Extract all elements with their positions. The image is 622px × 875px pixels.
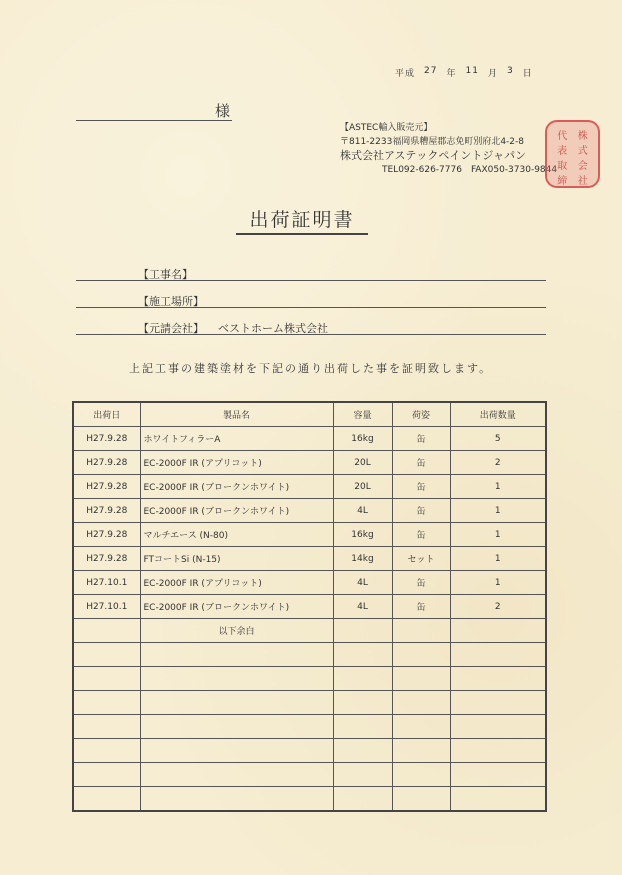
cell-quantity: 1 [450, 571, 546, 595]
blank-cell [140, 715, 333, 739]
cell-capacity: 16kg [333, 523, 392, 547]
sender-phone: TEL092-626-7776 FAX050-3730-9844 [382, 165, 558, 175]
table-row [73, 595, 546, 619]
date-day: 3 [506, 66, 514, 76]
blank-cell [450, 739, 546, 763]
recipient-suffix: 様 [214, 102, 230, 120]
blank-cell [333, 643, 392, 667]
date-era: 平成 [395, 69, 416, 79]
header-quantity: 出荷数量 [450, 402, 546, 427]
blank-cell [140, 643, 333, 667]
cell-product-name: EC-2000F IR (アプリコット) [140, 451, 333, 475]
cell-quantity: 5 [450, 427, 546, 451]
table-row-blank [73, 715, 546, 739]
cell-capacity: 4L [333, 595, 392, 619]
blank-cell [450, 619, 546, 643]
blank-cell [392, 715, 450, 739]
cell-ship-date: H27.9.28 [73, 523, 140, 547]
blank-cell [140, 667, 333, 691]
blank-cell [140, 691, 333, 715]
seal-char: 取 [557, 161, 568, 172]
table-row [73, 427, 546, 451]
field-project-name [76, 266, 546, 281]
blank-cell [450, 763, 546, 787]
cell-product-name: FTコートSi (N-15) [140, 547, 333, 571]
blank-cell [333, 787, 392, 812]
blank-cell [450, 691, 546, 715]
cell-packaging: 缶 [392, 571, 450, 595]
sender-company: 株式会社アステックペイントジャパン [340, 149, 527, 162]
cell-packaging: 缶 [392, 451, 450, 475]
date-day-unit: 日 [522, 69, 533, 79]
cell-packaging: 缶 [392, 595, 450, 619]
cell-ship-date: H27.9.28 [73, 475, 140, 499]
cell-packaging: 缶 [392, 427, 450, 451]
table-row-blank [73, 787, 546, 812]
cell-ship-date: H27.10.1 [73, 571, 140, 595]
cell-capacity: 14kg [333, 547, 392, 571]
field-construction-site [76, 293, 546, 308]
table-row [73, 499, 546, 523]
table-row-blank [73, 739, 546, 763]
blank-cell [392, 643, 450, 667]
table-row [73, 547, 546, 571]
table-row-blank [73, 643, 546, 667]
table-row [73, 523, 546, 547]
seal-char: 株 [577, 131, 588, 142]
table-row-end-note [73, 619, 546, 643]
date-month: 11 [465, 66, 479, 76]
header-product-name: 製品名 [140, 402, 333, 427]
cell-capacity: 16kg [333, 427, 392, 451]
document-title: 出荷証明書 [236, 205, 368, 235]
blank-cell [333, 691, 392, 715]
blank-cell [73, 619, 140, 643]
shipment-table [72, 401, 547, 812]
blank-cell [73, 667, 140, 691]
field-value: ベストホーム株式会社 [218, 322, 328, 335]
blank-cell [73, 739, 140, 763]
end-note: 以下余白 [140, 619, 333, 643]
table-row-blank [73, 691, 546, 715]
cell-quantity: 1 [450, 499, 546, 523]
blank-cell [333, 715, 392, 739]
date-month-unit: 月 [487, 69, 498, 79]
cell-ship-date: H27.10.1 [73, 595, 140, 619]
cell-ship-date: H27.9.28 [73, 547, 140, 571]
header-packaging: 荷姿 [392, 402, 450, 427]
table-row [73, 451, 546, 475]
cell-product-name: マルチエース (N-80) [140, 523, 333, 547]
date-year: 27 [424, 66, 438, 76]
cell-capacity: 4L [333, 571, 392, 595]
cell-packaging: 缶 [392, 475, 450, 499]
table-row [73, 571, 546, 595]
blank-cell [392, 787, 450, 812]
blank-cell [73, 763, 140, 787]
seal-char: 代 [557, 131, 568, 142]
sender-address: 〒811-2233福岡県糟屋郡志免町別府北4-2-8 [340, 137, 525, 147]
blank-cell [450, 667, 546, 691]
cell-product-name: EC-2000F IR (アプリコット) [140, 571, 333, 595]
blank-cell [333, 667, 392, 691]
field-prime-contractor [76, 320, 546, 335]
blank-cell [450, 643, 546, 667]
cell-packaging: セット [392, 547, 450, 571]
cell-packaging: 缶 [392, 523, 450, 547]
issue-date [395, 66, 533, 79]
blank-cell [140, 787, 333, 812]
blank-cell [73, 691, 140, 715]
cell-product-name: EC-2000F IR (ブロークンホワイト) [140, 475, 333, 499]
blank-cell [73, 787, 140, 812]
field-label: 【工事名】 [138, 268, 193, 281]
certification-statement: 上記工事の建築塗材を下記の通り出荷した事を証明致します。 [129, 362, 493, 375]
blank-cell [140, 739, 333, 763]
blank-cell [333, 619, 392, 643]
table-header-row [73, 402, 546, 427]
field-label: 【施工場所】 [138, 295, 204, 308]
cell-capacity: 4L [333, 499, 392, 523]
seal-char: 表 [557, 146, 568, 157]
blank-cell [392, 739, 450, 763]
seal-char: 会 [577, 161, 588, 172]
cell-ship-date: H27.9.28 [73, 451, 140, 475]
cell-product-name: EC-2000F IR (ブロークンホワイト) [140, 499, 333, 523]
blank-cell [392, 763, 450, 787]
table-row [73, 475, 546, 499]
recipient-line [76, 100, 232, 121]
cell-product-name: ホワイトフィラーA [140, 427, 333, 451]
cell-packaging: 缶 [392, 499, 450, 523]
table-row-blank [73, 763, 546, 787]
blank-cell [333, 763, 392, 787]
header-capacity: 容量 [333, 402, 392, 427]
cell-capacity: 20L [333, 475, 392, 499]
cell-capacity: 20L [333, 451, 392, 475]
cell-quantity: 1 [450, 475, 546, 499]
blank-cell [140, 763, 333, 787]
seal-char: 社 [577, 176, 588, 187]
blank-cell [333, 739, 392, 763]
cell-quantity: 2 [450, 595, 546, 619]
cell-ship-date: H27.9.28 [73, 427, 140, 451]
blank-cell [392, 667, 450, 691]
blank-cell [73, 715, 140, 739]
blank-cell [450, 787, 546, 812]
seal-char: 式 [577, 146, 588, 157]
blank-cell [392, 691, 450, 715]
blank-cell [392, 619, 450, 643]
sender-block [340, 121, 557, 177]
seal-char: 締 [557, 176, 568, 187]
blank-cell [450, 715, 546, 739]
company-seal-stamp [545, 120, 600, 188]
date-year-unit: 年 [446, 69, 457, 79]
cell-quantity: 2 [450, 451, 546, 475]
cell-quantity: 1 [450, 523, 546, 547]
field-label: 【元請会社】 [138, 322, 204, 335]
cell-ship-date: H27.9.28 [73, 499, 140, 523]
sender-label: 【ASTEC輸入販売元】 [340, 123, 433, 133]
cell-product-name: EC-2000F IR (ブロークンホワイト) [140, 595, 333, 619]
cell-quantity: 1 [450, 547, 546, 571]
table-row-blank [73, 667, 546, 691]
header-ship-date: 出荷日 [73, 402, 140, 427]
blank-cell [73, 643, 140, 667]
